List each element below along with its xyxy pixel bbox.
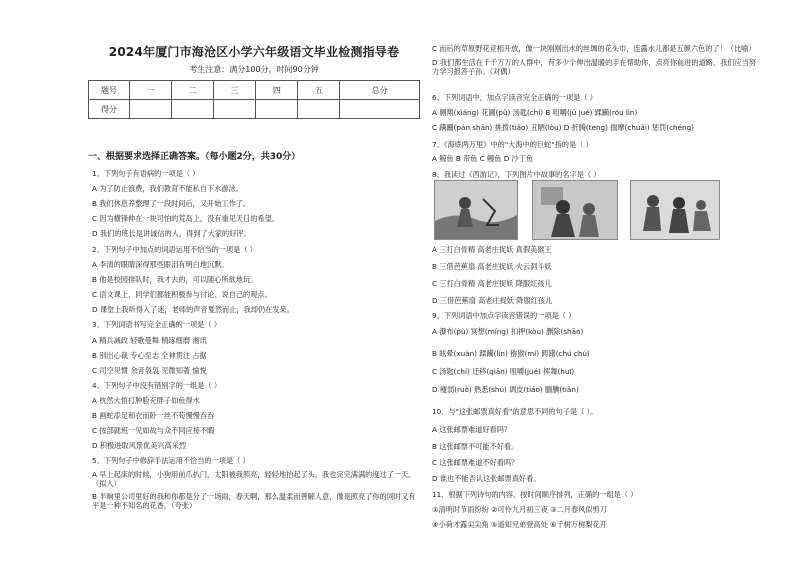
question-line: 6、下列词语中，加点字读音完全正确的一项是（ ） — [432, 93, 597, 102]
question-line: B 他是校园排队时，我才去的，可以随心所欲地玩。 — [92, 275, 258, 284]
question-line: C 司空见惯 余音袅袅 见微知著 愉悦 — [92, 366, 207, 375]
question-line: A 精兵减政 轻歌曼舞 精琢细磨 湘讯 — [92, 336, 207, 345]
question-line: A 瀑布(pù) 冥想(míng) 扣押(kòu) 删除(shān) — [432, 327, 584, 336]
score-cell[interactable] — [172, 100, 214, 119]
journey-west-pictures — [434, 180, 756, 240]
question-line: D 我们的班长是讲诚信的人，得到了大家的好评。 — [92, 229, 251, 238]
question-line: D 我们都生活在千千万万的人群中，有多少个伸出温暖的手在帮助你，点亮你前进的道路，我们应当努力学习报答子孙。（对偶） — [432, 58, 757, 76]
score-cell: 二 — [172, 81, 214, 100]
question-line: A 鲸鱼 B 带鱼 C 鳗鱼 D 沙丁鱼 — [432, 154, 534, 163]
score-cell[interactable] — [340, 100, 420, 119]
question-line: B 半晌里公司里好的我和你都是分了一场雨，春天啊，那么温柔而善解人意，像是照亮了你的同时又有平是一种不知名的花香。（夸张） — [92, 492, 416, 510]
question-line: D 谁也不能否认这张邮票真好看。 — [432, 474, 541, 483]
question-line: A 李清的眼睛深得那些眼泪有明白地沉默。 — [92, 260, 229, 269]
score-cell: 得分 — [89, 100, 130, 119]
section-heading: 一、根据要求选择正确答案。（每小题2分，共30分） — [88, 152, 301, 162]
score-cell: 四 — [256, 81, 298, 100]
question-line: C 按部就班一见如故与众不同应接不暇 — [92, 426, 215, 435]
score-table-score-row — [89, 100, 420, 119]
question-line: 2、下列句子中加点的词语运用不恰当的一项是（ ） — [92, 245, 257, 254]
exam-title: 2024年厦门市海沧区小学六年级语文毕业检测指导卷 — [108, 45, 400, 59]
story-picture-3 — [630, 180, 720, 240]
question-line: 7、《海底两万里》中的"大海中的巨蛇"指的是（ ） — [432, 140, 593, 149]
question-line: B 这张邮票不可能不好看。 — [432, 442, 519, 451]
question-line: B 眩晕(xuàn) 蹂躏(lìn) 猕猴(mí) 踌躇(chú chú) — [432, 349, 590, 358]
story-illustration-1 — [435, 181, 517, 239]
story-picture-1 — [434, 180, 518, 240]
question-line: 3、下列词语书写完全正确的一项是（ ） — [92, 320, 222, 329]
question-line: C 这张邮票难道不好看吗？ — [432, 458, 519, 467]
question-line: C 语文课上，同学们都能积极参与讨论、说自己的观点。 — [92, 290, 272, 299]
question-line: C 而后的草原野花竞相开放，像一块刚刚出水的丝绸的花头巾，连露水儿都是五颜六色的了！（比喻） — [432, 44, 756, 53]
question-line: A 翱翔(xiáng) 花圃(pǔ) 汤匙(chí) B 咀嚼(jǔ jué) 蹂躏(róu lìn) — [432, 108, 638, 117]
score-cell: 一 — [130, 81, 172, 100]
question-line: A 枕然大悟打肿脸充胖子如鱼得水 — [92, 396, 200, 405]
score-cell: 三 — [214, 81, 256, 100]
question-line: D 课堂上我听得入了迷，老师的声音戛然而止，我却仍在发呆。 — [92, 305, 294, 314]
question-line: D 瘦弱(ruò) 熟悉(shú) 调皮(tiáo) 腼腆(tiǎn) — [432, 385, 579, 394]
exam-notice: 考生注意：满分100分，时间90分钟 — [189, 65, 319, 74]
question-line: A 早上起床的时候，小狗用前爪扒门，太阳被我照亮，轻轻地抬起了头，我也完完满满的度过了一天。（拟人） — [92, 470, 416, 488]
question-line: B 别出心裁 专心至志 全神贯注 占据 — [92, 351, 207, 360]
question-line: 5、下列句子中修辞手法运用不恰当的一项是（ ） — [92, 456, 250, 465]
score-cell: 总分 — [340, 81, 420, 100]
score-cell[interactable] — [130, 100, 172, 119]
question-line: A 为了防止浪费，我们教育不能私自下水游泳。 — [92, 184, 243, 193]
score-table — [88, 80, 420, 119]
question-line: A 三打白骨精 高老庄捉妖 真假美猴王 — [432, 245, 552, 254]
question-line: C 因为横锋伸在一块可怕的荒岛上，没有重见天日的希望。 — [92, 214, 279, 223]
question-line: ④小荷才露尖尖角 ⑤遥知兄弟登高处 ⑥千树万树梨花开 — [432, 520, 607, 529]
score-cell: 五 — [298, 81, 340, 100]
question-line: 4、下列句子中没有错别字的一组是（ ） — [92, 381, 222, 390]
score-cell[interactable] — [256, 100, 298, 119]
score-cell[interactable] — [214, 100, 256, 119]
story-illustration-2 — [533, 181, 617, 239]
question-line: D 积极进取风景优美兴高采烈 — [92, 441, 187, 450]
score-cell[interactable] — [298, 100, 340, 119]
question-line: ①清明时节雨纷纷 ②可怜九月初三夜 ③二月春风似剪刀 — [432, 505, 607, 514]
question-line: C 汤匙(chí) 迁移(qiān) 咀嚼(jué) 挥舞(huī) — [432, 367, 575, 376]
score-table-header-row — [89, 81, 420, 100]
story-picture-2 — [532, 180, 618, 240]
story-illustration-3 — [631, 181, 719, 239]
question-line: 11、根据下列诗句的内容，按时间顺序排列，正确的一组是（ ） — [432, 490, 638, 499]
question-line: B 我们休息养整理了一段时间后，又开始工作了。 — [92, 199, 251, 208]
question-line: 1、下列句子有语病的一项是（ ） — [92, 169, 200, 178]
score-cell: 题号 — [89, 81, 130, 100]
question-line: 10、与"这张邮票真好看"的意思不同的句子是（ ）。 — [432, 407, 598, 416]
question-line: D 三借芭蕉扇 高老庄捉妖 降服红孩儿 — [432, 296, 553, 305]
question-line: C 蹒跚(pán shān) 挑拨(tiǎo) 丑陋(lòu) D 折腾(teng) 揣摩(chuǎi) 惩罚(chéng) — [432, 123, 694, 132]
question-line: B 三借芭蕉扇 高老庄捉妖 火云洞斗妖 — [432, 262, 552, 271]
question-line: A 这张邮票难道好看吗？ — [432, 425, 512, 434]
question-line: 9、下列词语中加点字读音错误的一项是（ ） — [432, 311, 576, 320]
question-line: C 三打白骨精 高老庄捉妖 降服红孩儿 — [432, 279, 552, 288]
question-line: 8、我读过《西游记》，下列图片中故事的名字是（ ） — [432, 170, 601, 179]
question-line: B 画蛇添足和衣而卧一丝不苟慢慢吞吞 — [92, 411, 215, 420]
